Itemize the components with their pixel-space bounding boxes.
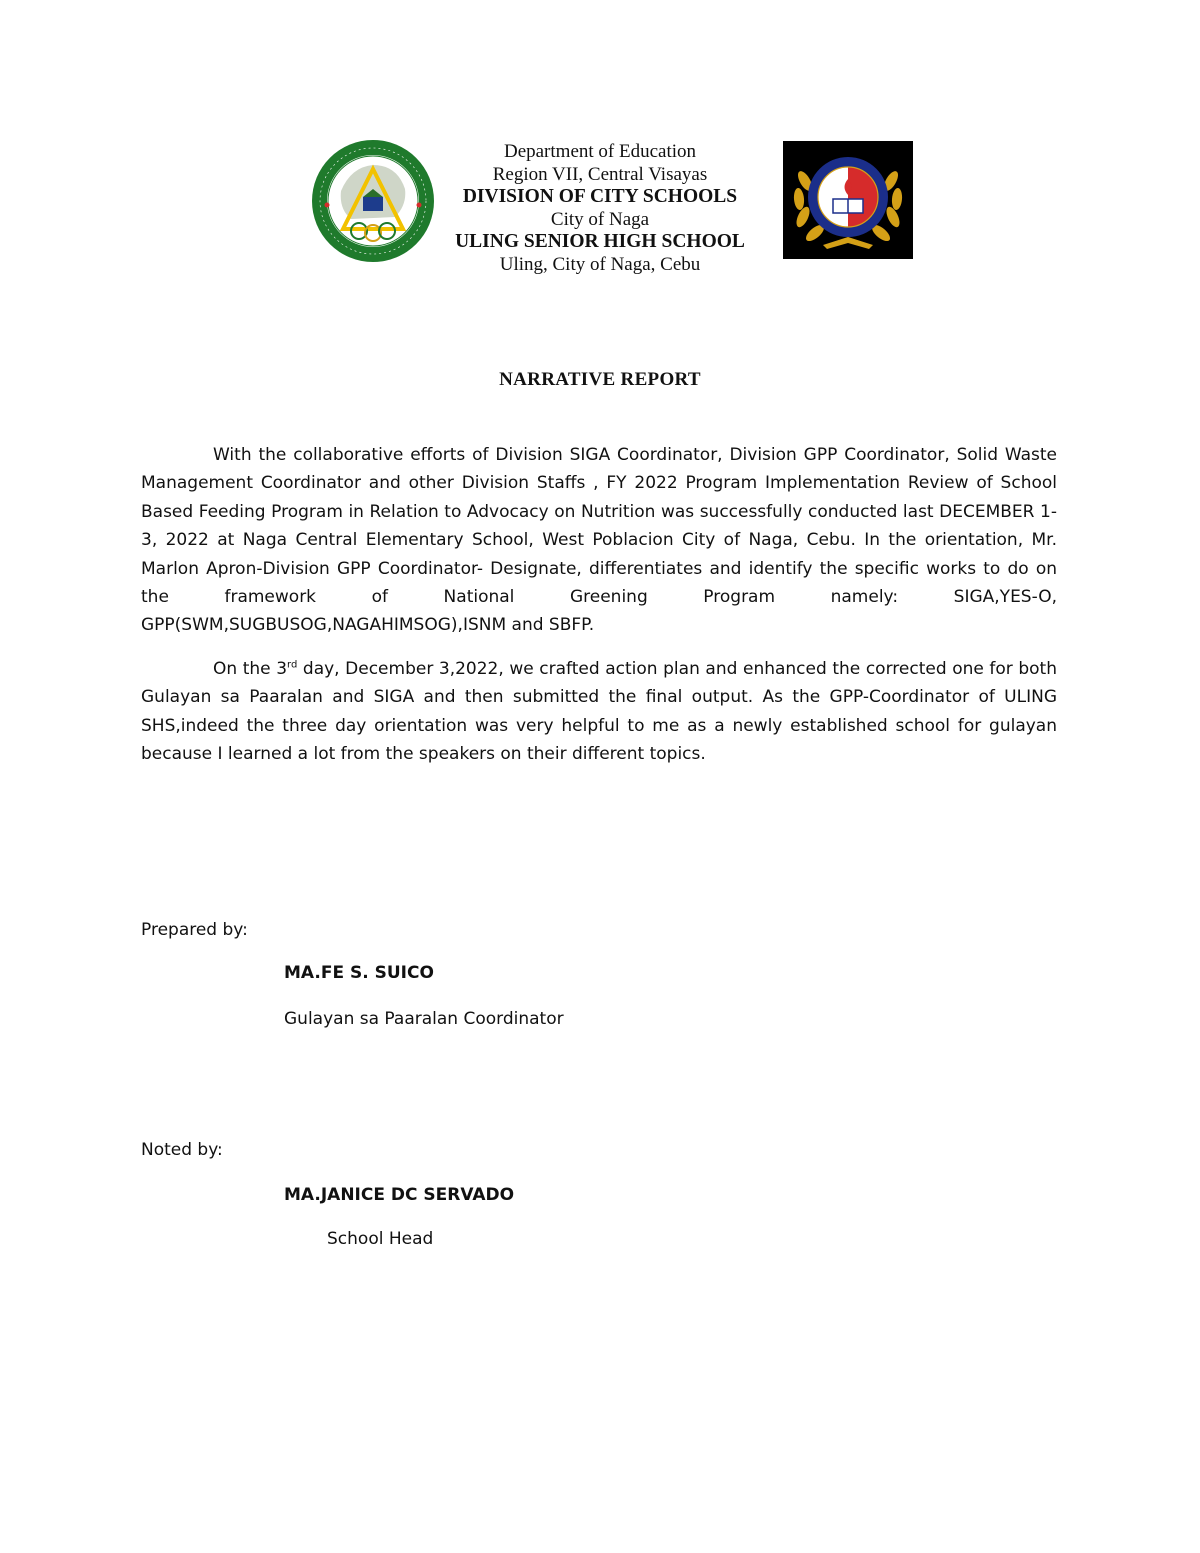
- letterhead-city: City of Naga: [550, 208, 650, 230]
- prepared-by-label: Prepared by:: [141, 920, 248, 940]
- letterhead: [400, 141, 800, 277]
- letterhead-department: Department of Education: [503, 141, 697, 162]
- school-seal-icon: [783, 141, 913, 259]
- prepared-by-role: Gulayan sa Paaralan Coordinator: [284, 1009, 564, 1029]
- noted-by-role: School Head: [327, 1229, 434, 1249]
- noted-by-label: Noted by:: [141, 1140, 223, 1160]
- paragraph-2-rest: day, December 3,2022, we crafted action plan and enhanced the corrected one for both Gulayan sa Paaralan and SIGA and then submitted the final output. As the GPP-Coordinator of ULING SHS,indeed the three day orientation was very helpful to me as a newly established school for gulayan because I learned a lot from the speakers on their different topics.: [141, 659, 1057, 765]
- report-paragraph-1: [141, 441, 1057, 640]
- paragraph-1-text: With the collaborative efforts of Division SIGA Coordinator, Division GPP Coordinator, Solid Waste Management Coordinator and other Division Staffs , FY 2022 Program Implementation Review of School Based Feeding Program in Relation to Advocacy on Nutrition was successfully conducted last DECEMBER 1-3, 2022 at Naga Central Elementary School, West Poblacion City of Naga, Cebu. In the orientation, Mr. Marlon Apron-Division GPP Coordinator- Designate, differentiates and identify the specific works to do on the framework of National Greening Program namely: SIGA,YES-O, GPP(SWM,SUGBUSOG,NAGAHIMSOG),ISNM and SBFP.: [141, 445, 1057, 636]
- letterhead-region: Region VII, Central Visayas: [492, 163, 708, 185]
- letterhead-address: Uling, City of Naga, Cebu: [499, 253, 701, 275]
- letterhead-division: DIVISION OF CITY SCHOOLS: [462, 186, 738, 208]
- noted-by-name: MA.JANICE DC SERVADO: [284, 1185, 515, 1205]
- paragraph-2-ordinal: rd: [287, 659, 298, 671]
- paragraph-2-start: On the 3: [213, 659, 288, 679]
- document-title: NARRATIVE REPORT: [499, 369, 701, 390]
- letterhead-school: ULING SENIOR HIGH SCHOOL: [455, 231, 745, 253]
- report-paragraph-2: [141, 655, 1057, 769]
- prepared-by-name: MA.FE S. SUICO: [284, 963, 434, 983]
